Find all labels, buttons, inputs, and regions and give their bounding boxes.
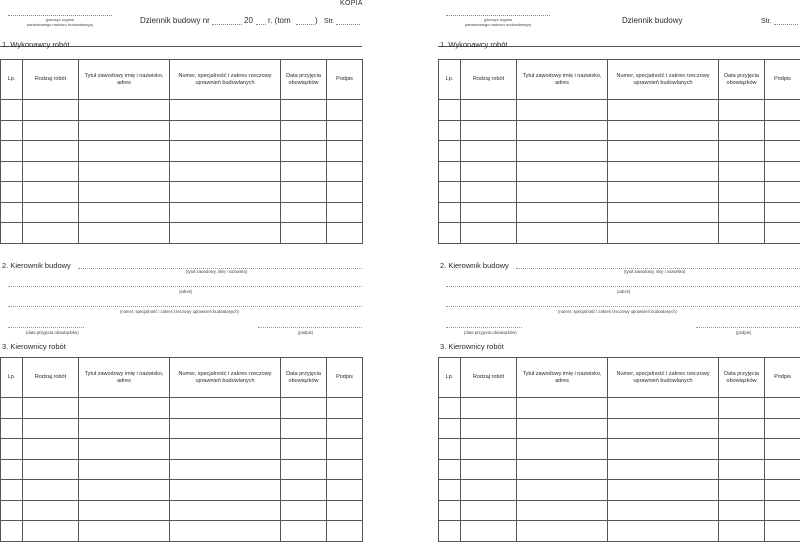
cell-work-type[interactable] — [23, 120, 79, 141]
table-row — [439, 398, 800, 419]
column-header-permits: Numer, specjalność i zakres rzeczowy uprawnień budowlanych — [170, 60, 281, 100]
cell-permits[interactable] — [608, 500, 719, 521]
column-header-start-date: Data przyjęcia obowiązków — [281, 60, 327, 100]
year-label: 20 — [244, 16, 253, 25]
cell-start-date[interactable] — [719, 521, 765, 542]
cell-lp[interactable] — [439, 521, 461, 542]
column-header-work-type: Rodzaj robót — [23, 60, 79, 100]
column-header-permits: Numer, specjalność i zakres rzeczowy uprawnień budowlanych — [608, 358, 719, 398]
column-header-lp: Lp. — [439, 60, 461, 100]
column-header-permits: Numer, specjalność i zakres rzeczowy uprawnień budowlanych — [170, 358, 281, 398]
left-header — [0, 14, 362, 34]
cell-work-type[interactable] — [461, 100, 517, 121]
column-header-start-date: Data przyjęcia obowiązków — [281, 358, 327, 398]
cell-name-address[interactable] — [79, 100, 170, 121]
cell-signature[interactable] — [765, 459, 800, 480]
cell-permits[interactable] — [608, 141, 719, 162]
table-row — [1, 161, 363, 182]
cell-name-address[interactable] — [79, 202, 170, 223]
cell-signature[interactable] — [327, 223, 363, 244]
cell-permits[interactable] — [608, 100, 719, 121]
cell-start-date[interactable] — [719, 120, 765, 141]
cell-permits[interactable] — [608, 161, 719, 182]
cell-start-date[interactable] — [281, 500, 327, 521]
table-row — [1, 120, 363, 141]
cell-signature[interactable] — [327, 100, 363, 121]
caption-signature: (podpis) — [298, 330, 314, 335]
column-header-signature: Podpis — [765, 358, 800, 398]
column-header-signature: Podpis — [327, 358, 363, 398]
cell-start-date[interactable] — [281, 202, 327, 223]
cell-work-type[interactable] — [461, 500, 517, 521]
column-header-name-address: Tytuł zawodowy imię i nazwisko, adres — [79, 60, 170, 100]
cell-name-address[interactable] — [517, 480, 608, 501]
cell-signature[interactable] — [327, 418, 363, 439]
cell-permits[interactable] — [170, 480, 281, 501]
cell-work-type[interactable] — [461, 439, 517, 460]
cell-name-address[interactable] — [79, 500, 170, 521]
cell-start-date[interactable] — [281, 223, 327, 244]
table-row — [1, 521, 363, 542]
column-header-lp: Lp. — [439, 358, 461, 398]
cell-name-address[interactable] — [79, 480, 170, 501]
cell-signature[interactable] — [327, 398, 363, 419]
table-row — [1, 459, 363, 480]
table-row — [1, 223, 363, 244]
column-header-name-address: Tytuł zawodowy imię i nazwisko, adres — [517, 358, 608, 398]
table-row — [439, 223, 800, 244]
table-row — [1, 398, 363, 419]
journal-title: Dziennik budowy nr — [140, 16, 210, 25]
cell-start-date[interactable] — [719, 202, 765, 223]
cell-signature[interactable] — [765, 120, 800, 141]
cell-lp[interactable] — [439, 223, 461, 244]
cell-permits[interactable] — [170, 100, 281, 121]
left-page — [0, 0, 362, 549]
page-number-label: Str. — [761, 18, 772, 25]
cell-name-address[interactable] — [79, 182, 170, 203]
cell-signature[interactable] — [765, 202, 800, 223]
cell-work-type[interactable] — [461, 202, 517, 223]
cell-lp[interactable] — [1, 182, 23, 203]
cell-name-address[interactable] — [79, 418, 170, 439]
cell-start-date[interactable] — [719, 161, 765, 182]
table-row — [439, 120, 800, 141]
stamp-caption: (pieczęć organu państwowego nadzoru budowlanego) — [26, 17, 94, 27]
cell-lp[interactable] — [439, 141, 461, 162]
table-row — [1, 182, 363, 203]
column-header-lp: Lp. — [1, 60, 23, 100]
cell-work-type[interactable] — [461, 521, 517, 542]
column-header-work-type: Rodzaj robót — [461, 358, 517, 398]
cell-work-type[interactable] — [23, 418, 79, 439]
cell-lp[interactable] — [1, 202, 23, 223]
cell-work-type[interactable] — [23, 439, 79, 460]
cell-work-type[interactable] — [23, 161, 79, 182]
table-row — [1, 418, 363, 439]
cell-permits[interactable] — [170, 500, 281, 521]
cell-name-address[interactable] — [517, 182, 608, 203]
cell-start-date[interactable] — [281, 459, 327, 480]
cell-permits[interactable] — [608, 182, 719, 203]
cell-work-type[interactable] — [23, 500, 79, 521]
cell-permits[interactable] — [170, 223, 281, 244]
cell-lp[interactable] — [439, 202, 461, 223]
section-site-manager: 2. Kierownik budowy — [440, 261, 509, 270]
cell-permits[interactable] — [608, 480, 719, 501]
cell-start-date[interactable] — [719, 459, 765, 480]
cell-lp[interactable] — [439, 439, 461, 460]
table-row — [439, 459, 800, 480]
caption-address: (adres) — [617, 289, 631, 294]
table-row — [1, 141, 363, 162]
cell-lp[interactable] — [439, 398, 461, 419]
cell-permits[interactable] — [170, 521, 281, 542]
cell-signature[interactable] — [765, 141, 800, 162]
cell-name-address[interactable] — [79, 161, 170, 182]
column-header-lp: Lp. — [1, 358, 23, 398]
kopia-label: KOPIA — [340, 0, 363, 7]
caption-permits: (numer, specjalność i zakres rzeczowy uprawnień budowlanych) — [558, 309, 677, 314]
cell-name-address[interactable] — [517, 120, 608, 141]
cell-signature[interactable] — [327, 141, 363, 162]
cell-start-date[interactable] — [281, 521, 327, 542]
table-row — [439, 161, 800, 182]
table-row — [1, 439, 363, 460]
cell-permits[interactable] — [608, 418, 719, 439]
table-row — [439, 182, 800, 203]
cell-work-type[interactable] — [23, 398, 79, 419]
table-row — [439, 418, 800, 439]
cell-name-address[interactable] — [79, 459, 170, 480]
cell-work-type[interactable] — [23, 480, 79, 501]
cell-start-date[interactable] — [719, 141, 765, 162]
column-header-work-type: Rodzaj robót — [23, 358, 79, 398]
column-header-work-type: Rodzaj robót — [461, 60, 517, 100]
cell-work-type[interactable] — [23, 202, 79, 223]
cell-lp[interactable] — [439, 161, 461, 182]
column-header-signature: Podpis — [327, 60, 363, 100]
cell-work-type[interactable] — [461, 182, 517, 203]
cell-signature[interactable] — [765, 439, 800, 460]
cell-work-type[interactable] — [23, 100, 79, 121]
cell-work-type[interactable] — [461, 161, 517, 182]
cell-start-date[interactable] — [719, 100, 765, 121]
cell-lp[interactable] — [1, 120, 23, 141]
cell-lp[interactable] — [1, 100, 23, 121]
journal-title: Dziennik budowy — [622, 16, 683, 25]
cell-signature[interactable] — [327, 459, 363, 480]
cell-lp[interactable] — [439, 182, 461, 203]
cell-work-type[interactable] — [461, 141, 517, 162]
cell-signature[interactable] — [765, 100, 800, 121]
cell-signature[interactable] — [327, 182, 363, 203]
cell-name-address[interactable] — [517, 439, 608, 460]
cell-work-type[interactable] — [461, 223, 517, 244]
cell-name-address[interactable] — [79, 141, 170, 162]
cell-permits[interactable] — [608, 120, 719, 141]
section-contractors: 1. Wykonawcy robót — [2, 40, 70, 49]
cell-signature[interactable] — [327, 521, 363, 542]
cell-signature[interactable] — [327, 202, 363, 223]
section-works-managers: 3. Kierownicy robót — [2, 342, 66, 351]
column-header-name-address: Tytuł zawodowy imię i nazwisko, adres — [517, 60, 608, 100]
cell-start-date[interactable] — [281, 120, 327, 141]
cell-permits[interactable] — [170, 182, 281, 203]
cell-lp[interactable] — [1, 418, 23, 439]
cell-lp[interactable] — [1, 398, 23, 419]
table-row — [439, 100, 800, 121]
cell-start-date[interactable] — [281, 398, 327, 419]
cell-signature[interactable] — [327, 500, 363, 521]
cell-work-type[interactable] — [461, 459, 517, 480]
column-header-start-date: Data przyjęcia obowiązków — [719, 60, 765, 100]
cell-name-address[interactable] — [517, 398, 608, 419]
cell-signature[interactable] — [327, 480, 363, 501]
caption-name: (tytuł zawodowy, imię i nazwisko) — [186, 269, 248, 274]
cell-signature[interactable] — [765, 480, 800, 501]
works-managers-table — [0, 357, 363, 542]
caption-permits: (numer, specjalność i zakres rzeczowy uprawnień budowlanych) — [120, 309, 239, 314]
cell-permits[interactable] — [170, 141, 281, 162]
cell-lp[interactable] — [1, 439, 23, 460]
cell-name-address[interactable] — [517, 500, 608, 521]
volume-close: ) — [315, 16, 318, 25]
cell-name-address[interactable] — [79, 521, 170, 542]
table-row — [439, 439, 800, 460]
cell-permits[interactable] — [608, 223, 719, 244]
table-row — [439, 500, 800, 521]
caption-date: (data przyjęcia obowiązków) — [26, 330, 79, 335]
cell-start-date[interactable] — [719, 480, 765, 501]
caption-signature: (podpis) — [736, 330, 752, 335]
cell-start-date[interactable] — [281, 480, 327, 501]
cell-work-type[interactable] — [23, 141, 79, 162]
contractors-table — [0, 59, 363, 244]
cell-lp[interactable] — [439, 480, 461, 501]
cell-start-date[interactable] — [281, 100, 327, 121]
cell-permits[interactable] — [608, 521, 719, 542]
cell-name-address[interactable] — [79, 398, 170, 419]
cell-start-date[interactable] — [719, 182, 765, 203]
cell-start-date[interactable] — [719, 418, 765, 439]
cell-start-date[interactable] — [719, 500, 765, 521]
cell-lp[interactable] — [1, 480, 23, 501]
cell-permits[interactable] — [608, 459, 719, 480]
cell-start-date[interactable] — [719, 398, 765, 419]
right-header — [438, 14, 800, 34]
cell-lp[interactable] — [439, 500, 461, 521]
cell-work-type[interactable] — [23, 521, 79, 542]
caption-name: (tytuł zawodowy, imię i nazwisko) — [624, 269, 686, 274]
cell-work-type[interactable] — [23, 223, 79, 244]
volume-label: r. (tom — [268, 16, 291, 25]
cell-permits[interactable] — [170, 120, 281, 141]
cell-name-address[interactable] — [517, 202, 608, 223]
cell-start-date[interactable] — [281, 439, 327, 460]
cell-permits[interactable] — [608, 439, 719, 460]
cell-start-date[interactable] — [281, 182, 327, 203]
cell-permits[interactable] — [608, 398, 719, 419]
cell-lp[interactable] — [1, 500, 23, 521]
cell-work-type[interactable] — [461, 398, 517, 419]
table-row — [1, 500, 363, 521]
cell-signature[interactable] — [765, 398, 800, 419]
cell-name-address[interactable] — [517, 521, 608, 542]
cell-name-address[interactable] — [79, 223, 170, 244]
cell-name-address[interactable] — [79, 120, 170, 141]
table-row — [439, 521, 800, 542]
cell-permits[interactable] — [170, 418, 281, 439]
cell-lp[interactable] — [1, 521, 23, 542]
cell-signature[interactable] — [765, 182, 800, 203]
cell-name-address[interactable] — [517, 223, 608, 244]
column-header-permits: Numer, specjalność i zakres rzeczowy uprawnień budowlanych — [608, 60, 719, 100]
cell-work-type[interactable] — [23, 182, 79, 203]
cell-signature[interactable] — [327, 120, 363, 141]
stamp-caption: (pieczęć organu państwowego nadzoru budowlanego) — [464, 17, 532, 27]
cell-start-date[interactable] — [281, 141, 327, 162]
cell-lp[interactable] — [1, 459, 23, 480]
section-works-managers: 3. Kierownicy robót — [440, 342, 504, 351]
column-header-name-address: Tytuł zawodowy imię i nazwisko, adres — [79, 358, 170, 398]
cell-work-type[interactable] — [461, 120, 517, 141]
cell-signature[interactable] — [765, 418, 800, 439]
caption-date: (data przyjęcia obowiązków) — [464, 330, 517, 335]
cell-lp[interactable] — [439, 100, 461, 121]
works-managers-table — [438, 357, 800, 542]
cell-name-address[interactable] — [517, 459, 608, 480]
page-number-label: Str. — [324, 18, 335, 25]
cell-work-type[interactable] — [461, 480, 517, 501]
cell-lp[interactable] — [1, 161, 23, 182]
cell-signature[interactable] — [765, 500, 800, 521]
cell-start-date[interactable] — [281, 161, 327, 182]
right-page — [438, 0, 800, 549]
cell-permits[interactable] — [170, 398, 281, 419]
cell-name-address[interactable] — [517, 100, 608, 121]
cell-permits[interactable] — [170, 459, 281, 480]
cell-signature[interactable] — [765, 161, 800, 182]
cell-start-date[interactable] — [719, 439, 765, 460]
cell-signature[interactable] — [765, 521, 800, 542]
cell-work-type[interactable] — [461, 418, 517, 439]
cell-lp[interactable] — [1, 141, 23, 162]
section-contractors: 1. Wykonawcy robót — [440, 40, 508, 49]
cell-start-date[interactable] — [719, 223, 765, 244]
cell-signature[interactable] — [327, 439, 363, 460]
table-row — [439, 480, 800, 501]
cell-permits[interactable] — [170, 202, 281, 223]
table-row — [1, 480, 363, 501]
cell-lp[interactable] — [1, 223, 23, 244]
cell-signature[interactable] — [327, 161, 363, 182]
cell-lp[interactable] — [439, 459, 461, 480]
cell-name-address[interactable] — [517, 161, 608, 182]
cell-name-address[interactable] — [79, 439, 170, 460]
section-site-manager: 2. Kierownik budowy — [2, 261, 71, 270]
cell-work-type[interactable] — [23, 459, 79, 480]
cell-start-date[interactable] — [281, 418, 327, 439]
cell-permits[interactable] — [170, 439, 281, 460]
cell-permits[interactable] — [170, 161, 281, 182]
cell-name-address[interactable] — [517, 141, 608, 162]
cell-lp[interactable] — [439, 120, 461, 141]
cell-name-address[interactable] — [517, 418, 608, 439]
cell-lp[interactable] — [439, 418, 461, 439]
cell-permits[interactable] — [608, 202, 719, 223]
table-row — [1, 100, 363, 121]
cell-signature[interactable] — [765, 223, 800, 244]
column-header-signature: Podpis — [765, 60, 800, 100]
contractors-table — [438, 59, 800, 244]
column-header-start-date: Data przyjęcia obowiązków — [719, 358, 765, 398]
table-row — [439, 141, 800, 162]
table-row — [1, 202, 363, 223]
caption-address: (adres) — [179, 289, 193, 294]
table-row — [439, 202, 800, 223]
